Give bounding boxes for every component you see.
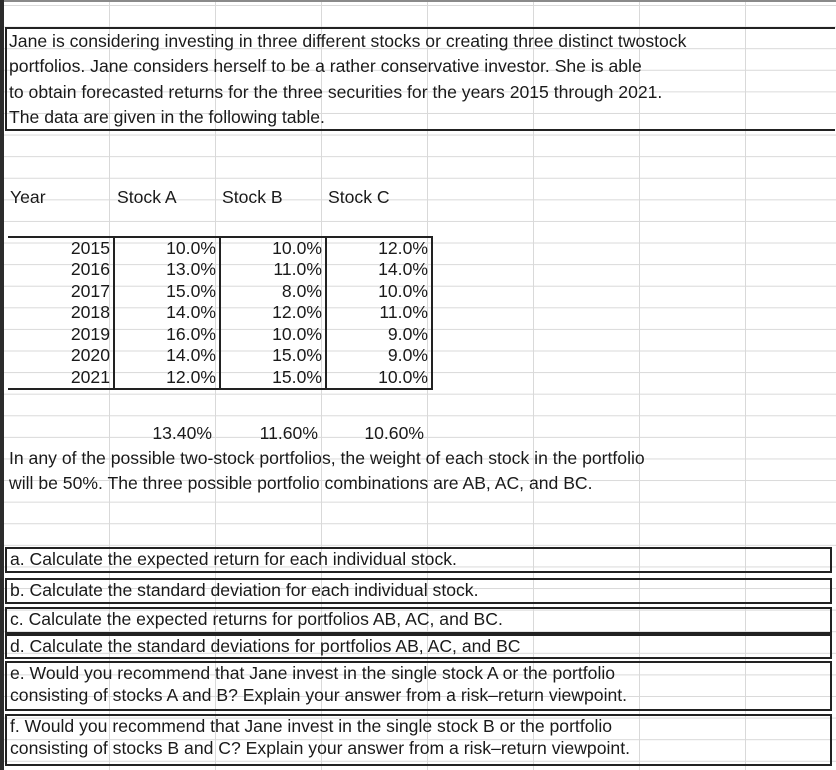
stock-a-cell: 14.0% bbox=[114, 345, 220, 367]
year-cell: 2019 bbox=[8, 324, 114, 346]
portfolio-note-line-2: will be 50%. The three possible portfolio combinations are AB, AC, and BC. bbox=[9, 473, 593, 493]
stock-b-cell: 15.0% bbox=[220, 367, 326, 389]
year-cell: 2016 bbox=[8, 259, 114, 281]
intro-line-1: Jane is considering investing in three different stocks or creating three distinct twostock bbox=[9, 31, 687, 51]
intro-line-4: The data are given in the following table. bbox=[9, 107, 325, 127]
question-e bbox=[5, 661, 832, 711]
question-f-line-2: consisting of stocks B and C? Explain your answer from a risk–return viewpoint. bbox=[10, 737, 630, 758]
stock-a-cell: 15.0% bbox=[114, 281, 220, 303]
header-stock-a: Stock A bbox=[117, 187, 177, 207]
returns-table bbox=[8, 236, 433, 390]
stock-a-cell: 10.0% bbox=[114, 237, 220, 259]
stock-a-cell: 14.0% bbox=[114, 302, 220, 324]
question-e-line-2: consisting of stocks A and B? Explain your answer from a risk–return viewpoint. bbox=[10, 684, 628, 705]
stock-c-cell: 10.0% bbox=[326, 281, 432, 303]
stock-b-cell: 15.0% bbox=[220, 345, 326, 367]
average-stock-b: 11.60% bbox=[259, 423, 318, 443]
question-f-line-1: f. Would you recommend that Jane invest in the single stock B or the portfolio bbox=[10, 716, 613, 736]
question-c bbox=[5, 607, 832, 634]
intro-line-2: portfolios. Jane considers herself to be a rather conservative investor. She is able bbox=[9, 56, 642, 76]
intro-line-3: to obtain forecasted returns for the three securities for the years 2015 through 2021. bbox=[9, 82, 663, 102]
table-row bbox=[8, 259, 432, 281]
question-c-text: c. Calculate the expected returns for portfolios AB, AC, and BC. bbox=[10, 609, 503, 629]
stock-b-cell: 10.0% bbox=[220, 237, 326, 259]
year-cell: 2021 bbox=[8, 367, 114, 389]
question-d-text: d. Calculate the standard deviations for portfolios AB, AC, and BC bbox=[10, 636, 521, 656]
table-row bbox=[8, 302, 432, 324]
average-stock-a: 13.40% bbox=[152, 423, 212, 443]
table-row bbox=[8, 281, 432, 303]
stock-c-cell: 14.0% bbox=[326, 259, 432, 281]
table-row bbox=[8, 367, 432, 389]
table-row bbox=[8, 345, 432, 367]
question-b-text: b. Calculate the standard deviation for each individual stock. bbox=[10, 580, 479, 600]
stock-b-cell: 12.0% bbox=[220, 302, 326, 324]
stock-c-cell: 9.0% bbox=[326, 324, 432, 346]
stock-a-cell: 13.0% bbox=[114, 259, 220, 281]
top-border bbox=[0, 0, 836, 2]
table-row bbox=[8, 324, 432, 346]
stock-c-cell: 9.0% bbox=[326, 345, 432, 367]
stock-c-cell: 12.0% bbox=[326, 237, 432, 259]
header-stock-c: Stock C bbox=[328, 187, 390, 207]
portfolio-note-line-1: In any of the possible two-stock portfolios, the weight of each stock in the portfolio bbox=[9, 448, 645, 468]
question-a bbox=[5, 547, 832, 573]
year-cell: 2015 bbox=[8, 237, 114, 259]
question-b bbox=[5, 578, 832, 604]
stock-b-cell: 10.0% bbox=[220, 324, 326, 346]
year-cell: 2018 bbox=[8, 302, 114, 324]
average-stock-c: 10.60% bbox=[364, 423, 424, 443]
question-a-text: a. Calculate the expected return for each individual stock. bbox=[10, 549, 457, 569]
left-edge-border bbox=[0, 0, 4, 770]
stock-b-cell: 8.0% bbox=[220, 281, 326, 303]
question-f bbox=[5, 714, 832, 766]
year-cell: 2017 bbox=[8, 281, 114, 303]
question-e-line-1: e. Would you recommend that Jane invest in the single stock A or the portfolio bbox=[10, 663, 616, 683]
stock-a-cell: 12.0% bbox=[114, 367, 220, 389]
year-cell: 2020 bbox=[8, 345, 114, 367]
stock-c-cell: 10.0% bbox=[326, 367, 432, 389]
stock-b-cell: 11.0% bbox=[220, 259, 326, 281]
table-row bbox=[8, 237, 432, 259]
header-year: Year bbox=[10, 187, 46, 207]
stock-a-cell: 16.0% bbox=[114, 324, 220, 346]
stock-c-cell: 11.0% bbox=[326, 302, 432, 324]
header-stock-b: Stock B bbox=[222, 187, 283, 207]
question-d bbox=[5, 634, 832, 659]
